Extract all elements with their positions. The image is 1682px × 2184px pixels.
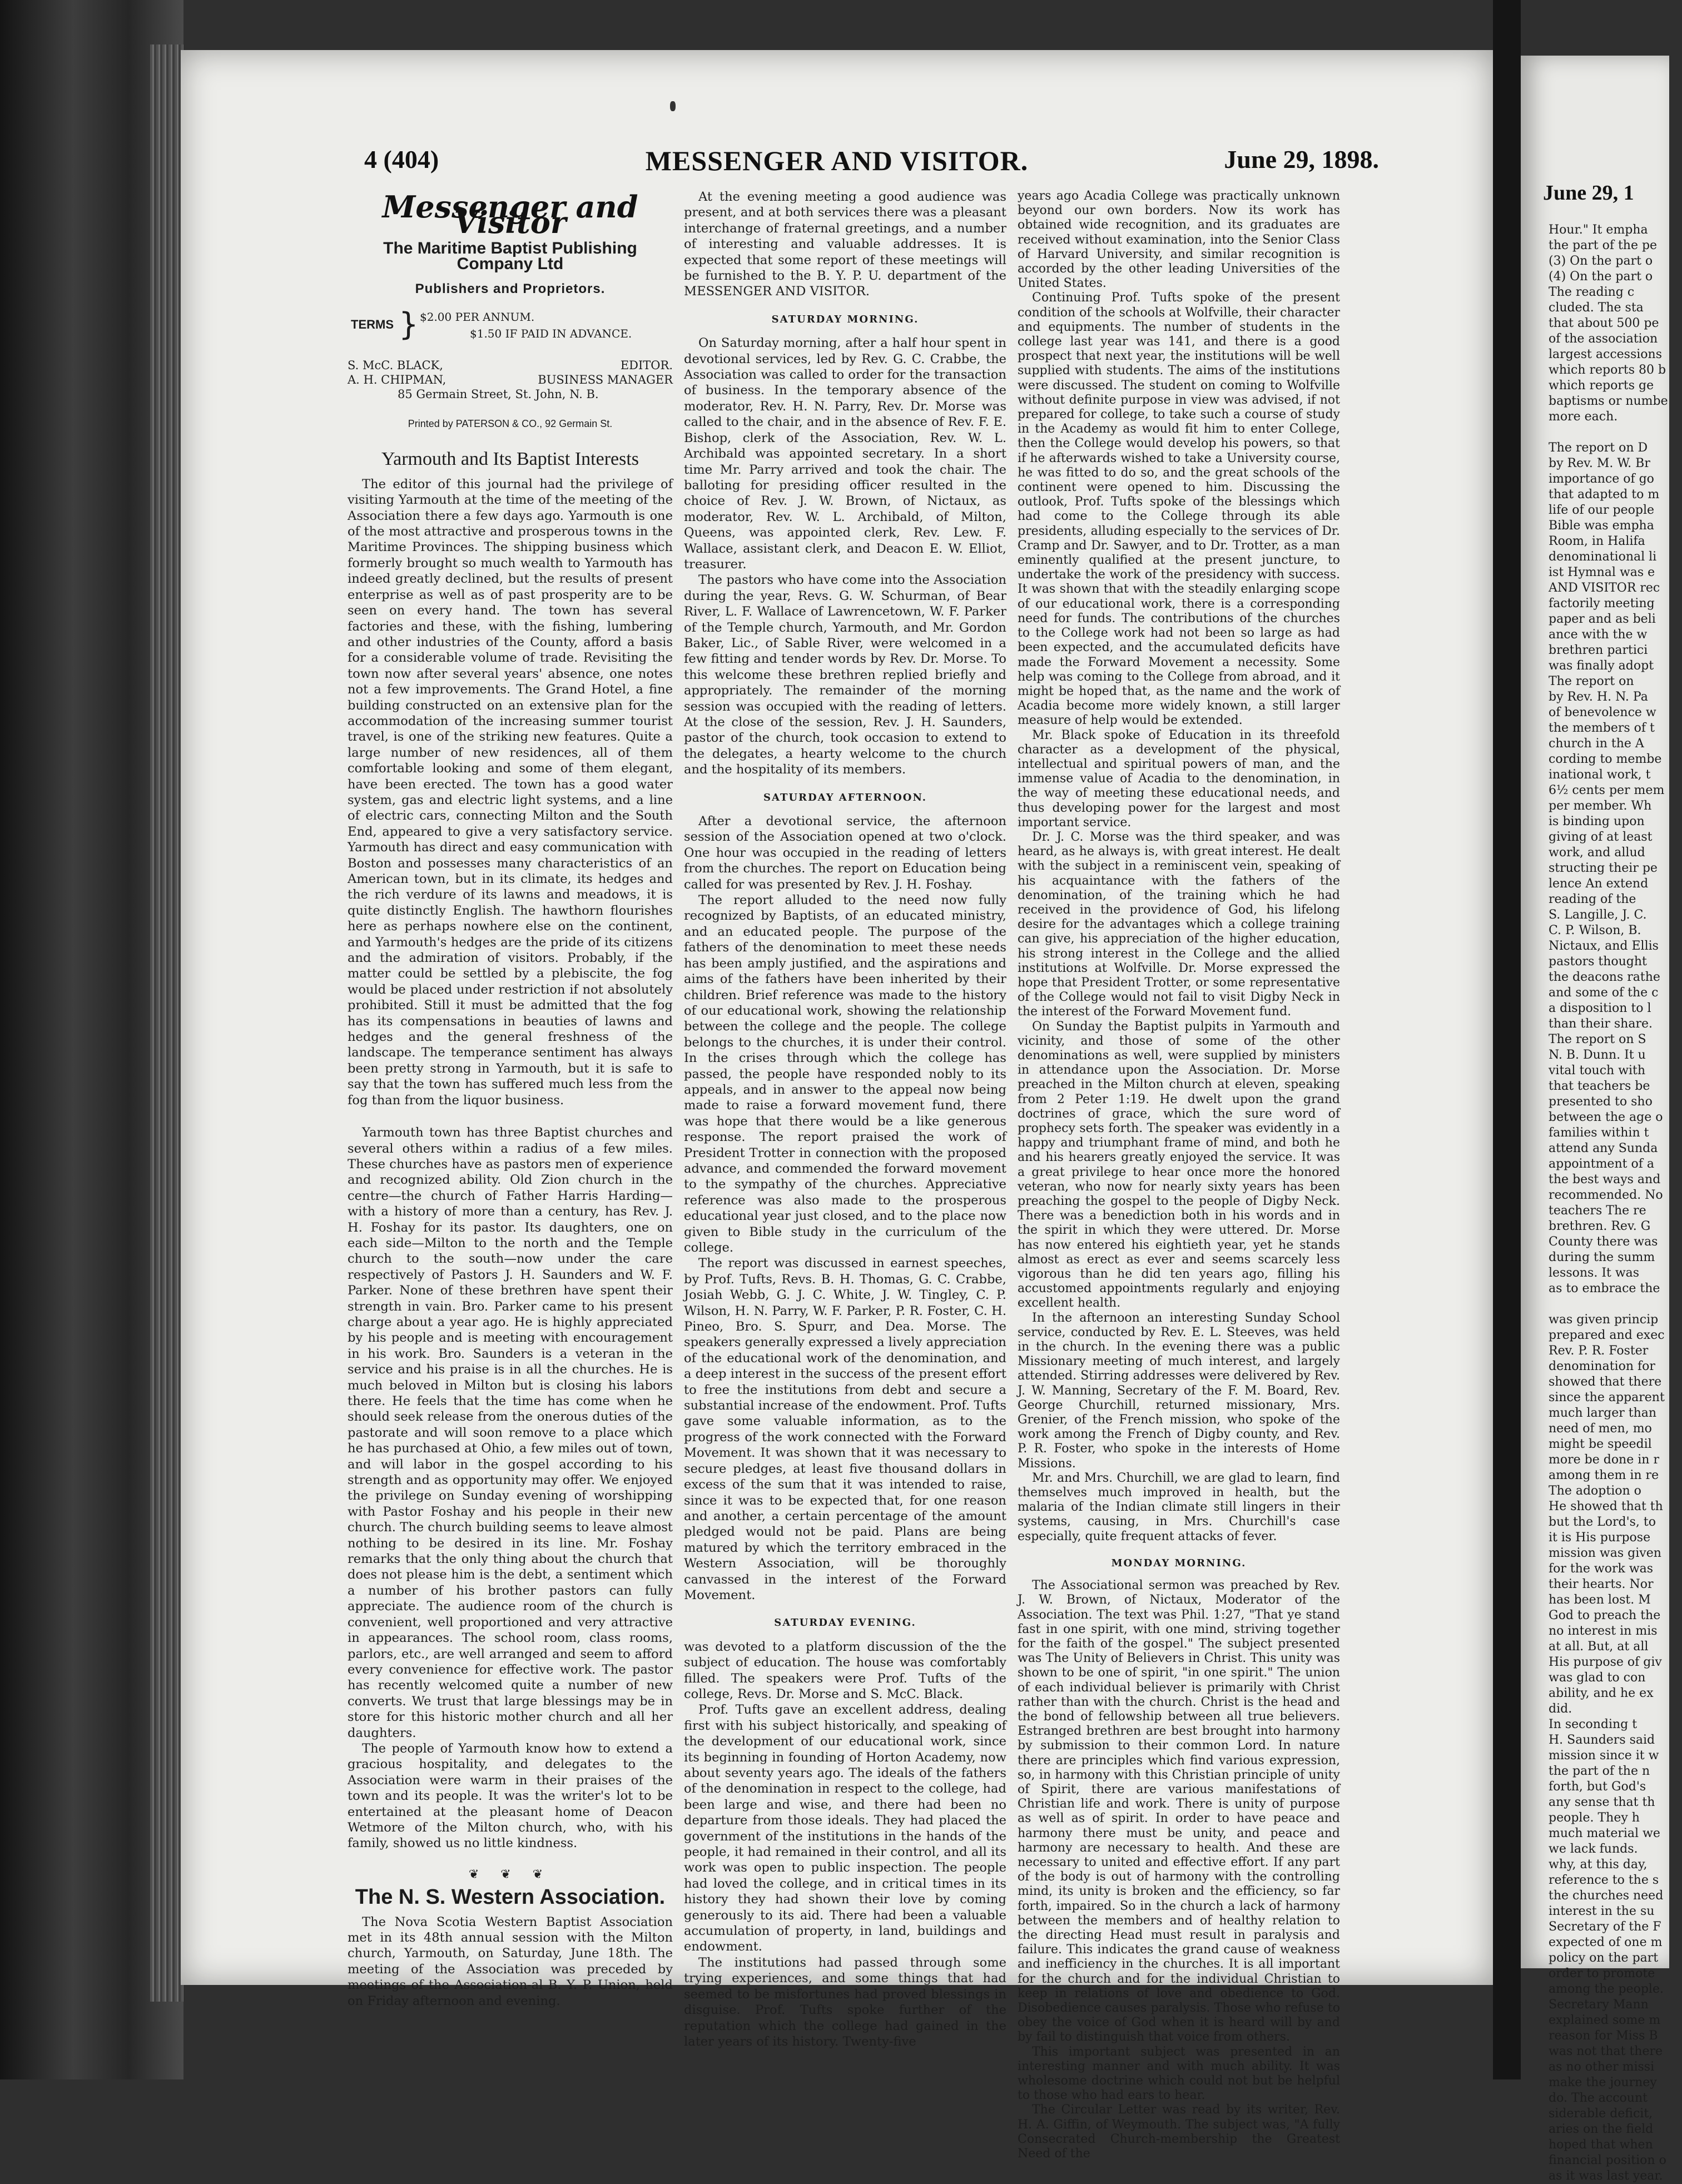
- article-title: Yarmouth and Its Baptist Interests: [381, 449, 639, 470]
- adjacent-page-line: was given princip: [1549, 1313, 1659, 1327]
- adjacent-page-line: mission since it w: [1549, 1749, 1659, 1763]
- staff-list: [348, 358, 673, 401]
- adjacent-page-line: largest accessions: [1549, 348, 1662, 361]
- section-heading: SATURDAY EVENING.: [774, 1617, 916, 1629]
- adjacent-page-line: during the summ: [1549, 1250, 1655, 1264]
- adjacent-page-line: baptisms or numbe: [1549, 394, 1668, 408]
- article-paragraph: The report alluded to the need now fully recognized by Baptists, of an educated ministry, and an educated people. The purpose of the fathers of the denomination to meet these needs has been amply justified, and the aspirations and aims of the fathers have been inherited by their children. Brief reference was made to the history of our educational work, showing the relationship between the college and the people. The college belongs to the churches, it is under their control. In the crises through which the college has passed, the people have responded nobly to its appeals, and in answer to the appeal now being made to raise a forward movement fund, there was hope that there would be a like generous response. The report praised the work of President Trotter in connection with the proposed advance, and commended the forward movement to the sympathy of the churches. Appreciative reference was also made to the prosperous educational year just closed, and to the place now given to Bible study in the curriculum of the college.: [684, 893, 1006, 1255]
- ink-speck: [670, 101, 676, 111]
- adjacent-page-line: between the age o: [1549, 1110, 1663, 1124]
- adjacent-page-line: life of our people: [1549, 503, 1655, 517]
- adjacent-page-line: Secretary of the F: [1549, 1920, 1661, 1934]
- adjacent-page-line: did.: [1549, 1702, 1572, 1716]
- adjacent-page-line: His purpose of giv: [1549, 1655, 1662, 1669]
- article-paragraph: was devoted to a platform discussion of the the subject of education. The house was comfortably filled. The speakers were Prof. Tufts of the college, Revs. Dr. Morse and S. McC. Black.: [684, 1639, 1006, 1701]
- publisher-company: The Maritime Baptist Publishing Company Ltd: [383, 239, 637, 274]
- column-1: [348, 189, 673, 2009]
- adjacent-page-line: AND VISITOR rec: [1549, 581, 1660, 595]
- office-address: 85 Germain Street, St. John, N. B.: [398, 388, 599, 401]
- page-gutter: [1493, 0, 1521, 2079]
- adjacent-page-line: H. Saunders said: [1549, 1733, 1655, 1747]
- publishers-line: Publishers and Proprietors.: [415, 281, 606, 296]
- adjacent-page-line: attend any Sunda: [1549, 1141, 1658, 1155]
- adjacent-page-line: lence An extend: [1549, 877, 1649, 891]
- adjacent-page-line: importance of go: [1549, 472, 1654, 486]
- article-paragraph: Mr. Black spoke of Education in its threefold character as a development of the physical, intellectual and spiritual powers of man, and the immense value of Acadia to the denomination, in the way of meeting these educational needs, and thus developing power for the largest and most important service.: [1018, 728, 1340, 830]
- adjacent-page-line: church in the A: [1549, 737, 1644, 751]
- adjacent-page-line: teachers The re: [1549, 1204, 1646, 1218]
- adjacent-page-line: hoped that when: [1549, 2138, 1653, 2152]
- adjacent-page-line: the members of t: [1549, 721, 1655, 735]
- adjacent-page-line: Room, in Halifa: [1549, 534, 1645, 548]
- section-heading: MONDAY MORNING.: [1111, 1557, 1247, 1569]
- ornament-divider: ❦ ❦ ❦: [468, 1867, 552, 1882]
- adjacent-page-line: has been lost. M: [1549, 1593, 1651, 1607]
- adjacent-page-line: [1537, 1297, 1682, 1312]
- adjacent-page-line: siderable deficit,: [1549, 2107, 1653, 2121]
- adjacent-page-line: no interest in mis: [1549, 1624, 1658, 1638]
- editor-role: EDITOR.: [620, 359, 673, 373]
- adjacent-page-line: denomination for: [1549, 1359, 1655, 1373]
- adjacent-page-line: showed that there: [1549, 1375, 1662, 1389]
- column-2: [684, 189, 1006, 2049]
- adjacent-page-line: any sense that th: [1549, 1795, 1655, 1809]
- adjacent-page-line: more be done in r: [1549, 1453, 1659, 1467]
- section-heading: SATURDAY MORNING.: [771, 313, 919, 325]
- article-paragraph: In the afternoon an interesting Sunday School service, conducted by Rev. E. L. Steeves, was held in the church. In the evening there was a public Missionary meeting of much interest, and largely attended. Stirring addresses were delivered by Rev. J. W. Manning, Secretary of the F. M. Board, Rev. George Churchill, returned missionary, Mrs. Grenier, of the French mission, who spoke of the work among the French of Digby county, and Rev. P. R. Foster, who spoke in the interests of Home Missions.: [1018, 1311, 1340, 1471]
- adjacent-page-line: paper and as beli: [1549, 612, 1656, 626]
- adjacent-page-line: might be speedil: [1549, 1437, 1652, 1451]
- adjacent-page-line: 6½ cents per mem: [1549, 783, 1665, 797]
- adjacent-page-line: that teachers be: [1549, 1079, 1650, 1093]
- adjacent-page-line: [1537, 425, 1682, 440]
- masthead-title: Messenger and Visitor: [382, 189, 638, 241]
- adjacent-page-line: Nictaux, and Ellis: [1549, 939, 1659, 953]
- article-paragraph: Yarmouth town has three Baptist churches and several others within a radius of a few miles. These churches have as pastors men of experience and recognized ability. Old Zion church in the centre—the church of Father Harris Harding—with a history of more than a century, has Rev. J. H. Foshay for its pastor. Its daughters, one on each side—Milton to the north and the Temple church to the south—now under the care respectively of Pastors J. H. Saunders and W. F. Parker. None of these brethren have spent their strength in vain. Bro. Parker came to his present charge about a year ago. He is highly appreciated by his people and is meeting with encouragement in his work. Bro. Saunders is a veteran in the service and his praise is in all the churches. He is much beloved in Milton but is closing his labors there. He feels that the time has come when he should seek release from the onerous duties of the pastorate and will soon remove to a place which he has purchased at Ohio, a few miles out of town, and will labor in the gospel according to his strength and as opportunity may offer. We enjoyed the privilege on Sunday evening of worshipping with Pastor Foshay and his people in their new church. The church building seems to leave almost nothing to be desired in its line. Mr. Foshay remarks that the only thing about the church that does not please him is the debt, a sentiment which a number of his brother pastors can fully appreciate. The audience room of the church is convenient, well proportioned and very attractive in appearances. The school room, class rooms, parlors, etc., are well arranged and seem to afford every convenience for effective work. The pastor has recently welcomed quite a number of new converts. We trust that large blessings may be in store for this historic mother church and all her daughters.: [348, 1125, 673, 1740]
- page-header: [181, 145, 1493, 189]
- adjacent-page-line: it is His purpose: [1549, 1531, 1651, 1545]
- adjacent-page-line: of benevolence w: [1549, 706, 1656, 719]
- adjacent-page-line: Secretary Mann: [1549, 1998, 1649, 2012]
- adjacent-page-line: which reports 80 b: [1549, 363, 1666, 377]
- article-paragraph: The pastors who have come into the Association during the year, Revs. G. W. Schurman, of Bear River, L. F. Wallace of Lawrencetown, W. F. Parker of the Temple church, Yarmouth, and Mr. Gordon Baker, Lic., of Sable River, were welcomed in a few fitting and tender words by Rev. Dr. Morse. To this welcome these brethren replied briefly and appropriately. The remainder of the morning session was occupied with the reading of letters. At the close of the session, Rev. J. H. Saunders, pastor of the church, took occasion to extend to the delegates, a hearty welcome to the church and the hospitality of its members.: [684, 573, 1006, 777]
- adjacent-page-line: by Rev. M. W. Br: [1549, 456, 1650, 470]
- article-paragraph: After a devotional service, the afternoon session of the Association opened at two o'clock. One hour was occupied in the reading of letters from the churches. The report on Education being called for was presented by Rev. J. H. Foshay.: [684, 814, 1006, 892]
- adjacent-page-line: much material we: [1549, 1826, 1660, 1840]
- adjacent-page-line: why, at this day,: [1549, 1858, 1648, 1872]
- newspaper-page: [181, 50, 1493, 2161]
- adjacent-page-line: The reading c: [1549, 285, 1635, 299]
- adjacent-page-line: forth, but God's: [1549, 1780, 1646, 1794]
- article-paragraph: On Saturday morning, after a half hour spent in devotional services, led by Rev. G. C. Crabbe, the Association was called to order for the transaction of business. In the temporary absence of the moderator, Rev. H. N. Parry, Rev. Dr. Morse was called to the chair, and in the absence of Rev. F. E. Bishop, clerk of the Association, Rev. W. L. Archibald was appointed secretary. In a short time Mr. Parry arrived and took the chair. The balloting for presiding officer resulted in the choice of Rev. J. W. Brown, of Nictaux, as moderator, Rev. W. L. Archibald, of Milton, Queens, was appointed clerk, Rev. Lew. F. Wallace, assistant clerk, and Deacon E. W. Elliot, treasurer.: [684, 336, 1006, 572]
- adjacent-page-line: was finally adopt: [1549, 659, 1654, 673]
- adjacent-page-line: recommended. No: [1549, 1188, 1663, 1202]
- issue-date: June 29, 1898.: [1224, 145, 1379, 173]
- adjacent-page-line: the part of the n: [1549, 1764, 1650, 1778]
- brace-glyph: }: [399, 306, 419, 343]
- adjacent-page-line: cording to membe: [1549, 752, 1662, 766]
- adjacent-page-line: S. Langille, J. C.: [1549, 908, 1647, 922]
- article-paragraph: This important subject was presented in an interesting manner and with much ability. It was wholesome doctrine which could not but be helpful to those who had ears to hear.: [1018, 2044, 1340, 2103]
- adjacent-page-line: The report on D: [1549, 441, 1648, 455]
- adjacent-page-line: He showed that th: [1549, 1500, 1663, 1513]
- adjacent-page-line: God to preach the: [1549, 1609, 1661, 1622]
- adjacent-page-line: giving of at least: [1549, 830, 1653, 844]
- manager-role: BUSINESS MANAGER: [538, 373, 673, 387]
- adjacent-page-line: County there was: [1549, 1235, 1658, 1249]
- adjacent-page-header: June 29, 1: [1543, 181, 1634, 205]
- adjacent-page-line: ance with the w: [1549, 628, 1648, 642]
- adjacent-page-line: but the Lord's, to: [1549, 1515, 1656, 1529]
- adjacent-page-line: the part of the pe: [1549, 239, 1658, 252]
- adjacent-page-line: among them in re: [1549, 1468, 1659, 1482]
- adjacent-page-line: was not that there: [1549, 2044, 1663, 2058]
- adjacent-page-line: The report on: [1549, 674, 1634, 688]
- adjacent-page-line: explained some m: [1549, 2013, 1661, 2027]
- price-annum: $2.00 PER ANNUM.: [420, 310, 535, 324]
- adjacent-page-line: C. P. Wilson, B.: [1549, 924, 1641, 937]
- adjacent-page-line: The adoption o: [1549, 1484, 1641, 1498]
- adjacent-page-line: we lack funds.: [1549, 1842, 1638, 1856]
- adjacent-page-line: the best ways and: [1549, 1173, 1661, 1187]
- adjacent-page-line: prepared and exec: [1549, 1328, 1665, 1342]
- printer-line: Printed by PATERSON & CO., 92 Germain St.: [408, 418, 613, 430]
- article-paragraph: Dr. J. C. Morse was the third speaker, and was heard, as he always is, with great interest. He dealt with the subject in a reminiscent vein, speaking of his acquaintance with the fathers of the denomination, of the training which he had received in the providence of God, his lifelong desire for the advantages which a college training can give, his appreciation of the higher education, his strong interest in the College and the allied institutions at Wolfville. Dr. Morse expressed the hope that President Trotter, or some representative of the College would not fail to visit Digby Neck in the interest of the Forward Movement fund.: [1018, 830, 1340, 1019]
- adjacent-page-column: [1537, 222, 1682, 2184]
- adjacent-page-line: inational work, t: [1549, 768, 1651, 782]
- adjacent-page-line: presented to sho: [1549, 1095, 1653, 1109]
- adjacent-page-line: their hearts. Nor: [1549, 1577, 1654, 1591]
- adjacent-page-line: as no other missi: [1549, 2060, 1655, 2074]
- adjacent-page-line: and some of the c: [1549, 986, 1659, 1000]
- adjacent-page-line: as it was last year.: [1549, 2169, 1663, 2183]
- adjacent-page-line: since the apparent: [1549, 1391, 1665, 1404]
- column-3: [1018, 189, 1340, 2161]
- manager-name: A. H. CHIPMAN,: [348, 373, 446, 387]
- adjacent-page-line: factorily meeting: [1549, 597, 1655, 610]
- adjacent-page-line: aries on the field: [1549, 2122, 1654, 2136]
- adjacent-page-line: Hour." It empha: [1549, 223, 1648, 237]
- article-paragraph: The institutions had passed through some trying experiences, and some things that had seemed to be misfortunes had proved blessings in disguise. Prof. Tufts spoke further of the reputation which the college had gained in the later years of its history. Twenty-five: [684, 1955, 1006, 2049]
- adjacent-page-line: financial position o: [1549, 2153, 1666, 2167]
- page-number: 4 (404): [364, 145, 439, 173]
- adjacent-page-line: which reports ge: [1549, 379, 1654, 393]
- adjacent-page-line: reference to the s: [1549, 1873, 1659, 1887]
- adjacent-page-line: at all. But, at all: [1549, 1640, 1649, 1654]
- manager-row: [348, 373, 673, 387]
- adjacent-page-line: reading of the: [1549, 892, 1636, 906]
- article-paragraph: Prof. Tufts gave an excellent address, dealing first with his subject historically, and speaking of the development of our educational work, since its beginning in founding of Horton Academy, now about seventy years ago. The ideals of the fathers of the denomination in respect to the college, had been large and wise, and there had been no departure from those ideals. They had placed the government of the institutions in the hands of the people, it had remained in their control, and all its work was open to public inspection. The people had loved the college, and in critical times in its history they had shown their love by coming generously to its aid. There had been a valuable accumulation of property, in land, buildings and endowment.: [684, 1702, 1006, 1954]
- adjacent-page-line: lessons. It was: [1549, 1266, 1640, 1280]
- running-title: MESSENGER AND VISITOR.: [645, 145, 1029, 176]
- adjacent-page-line: (4) On the part o: [1549, 270, 1653, 284]
- adjacent-page-line: the deacons rathe: [1549, 970, 1660, 984]
- adjacent-page-line: In seconding t: [1549, 1718, 1638, 1731]
- adjacent-page-line: the churches need: [1549, 1889, 1664, 1903]
- adjacent-page-line: policy on the part: [1549, 1951, 1659, 1965]
- adjacent-page-line: ability, and he ex: [1549, 1686, 1654, 1700]
- adjacent-page-line: The report on S: [1549, 1033, 1646, 1046]
- adjacent-page-line: that about 500 pe: [1549, 316, 1659, 330]
- terms-label: TERMS: [351, 317, 394, 332]
- adjacent-page: [1521, 56, 1669, 2183]
- adjacent-page-line: vital touch with: [1549, 1064, 1646, 1078]
- article-paragraph: At the evening meeting a good audience was present, and at both services there was a pleasant interchange of fraternal greetings, and a number of interesting and valuable addresses. It is expected that some report of these meetings will be furnished to the B. Y. P. U. department of the MESSENGER AND VISITOR.: [684, 190, 1006, 299]
- article-paragraph: On Sunday the Baptist pulpits in Yarmouth and vicinity, and those of some of the other denominations as well, were supplied by ministers in attendance upon the Association. Dr. Morse preached in the Milton church at eleven, speaking from 2 Peter 1:19. He dwelt upon the grand doctrines of grace, which the sure word of prophecy sets forth. The speaker was evidently in a happy and triumphant frame of mind, and both he and his hearers greatly enjoyed the service. It was a great privilege to hear once more the honored veteran, who now for nearly sixty years has been preaching the gospel to the people of Digby Neck. There was a benediction both in his words and in the spirit in which they were uttered. Dr. Morse has now entered his eightieth year, yet he stands almost as erect as ever and seems scarcely less vigorous than he did ten years ago, filling his accustomed appointments regularly and enjoying excellent health.: [1018, 1019, 1340, 1311]
- adjacent-page-line: brethren partici: [1549, 643, 1648, 657]
- adjacent-page-line: expected of one m: [1549, 1935, 1663, 1949]
- article-paragraph: Continuing Prof. Tufts spoke of the present condition of the schools at Wolfville, their character and equipments. The number of students in the college last year was 141, and there is a good prospect that next year, the institutions will be well supplied with students. The aims of the institutions were discussed. The student on coming to Wolfville without definite purpose in view was advised, if not prepared for college, to take such a course of study in the Academy as would fit him to enter College, then the College would develop his powers, so that if he afterwards wished to take a University course, he was fitted to do so, and the great schools of the continent were opened to him. Discussing the outlook, Prof. Tufts spoke of the blessings which had come to the College through its able presidents, alluding especially to the services of Dr. Cramp and Dr. Sawyer, and to Dr. Trotter, as a man eminently qualified at the present juncture, to undertake the work of the presidency with success. It was shown that with the steadily enlarging scope of our educational work, there is a corresponding need for funds. The contributions of the churches to the College work had not been so large as had been expected, and the accumulated deficits have made the Forward Movement a necessity. Some help was coming to the College from abroad, and it might be hoped that, as the name and the work of Acadia become more widely known, a still larger measure of help would be extended.: [1018, 291, 1340, 728]
- editor-row: [348, 358, 673, 373]
- adjacent-page-line: a disposition to l: [1549, 1001, 1651, 1015]
- adjacent-page-line: appointment of a: [1549, 1157, 1654, 1171]
- adjacent-page-line: reason for Miss B: [1549, 2029, 1658, 2043]
- adjacent-page-line: per member. Wh: [1549, 799, 1652, 813]
- adjacent-page-line: (3) On the part o: [1549, 254, 1653, 268]
- adjacent-page-line: Bible was empha: [1549, 519, 1654, 533]
- adjacent-page-line: do. The account: [1549, 2091, 1648, 2105]
- article-paragraph: The people of Yarmouth know how to extend a gracious hospitality, and delegates to the Association were warm in their praises of the town and its people. It was the writer's lot to be entertained at the pleasant home of Deacon Wetmore of the Milton church, who, with his family, showed us no little kindness.: [348, 1741, 673, 1851]
- adjacent-page-line: Rev. P. R. Foster: [1549, 1344, 1649, 1358]
- adjacent-page-line: than their share.: [1549, 1017, 1653, 1031]
- adjacent-page-line: for the work was: [1549, 1562, 1654, 1576]
- section-heading: SATURDAY AFTERNOON.: [763, 791, 927, 803]
- article-paragraph: The report was discussed in earnest speeches, by Prof. Tufts, Revs. B. H. Thomas, G. C. Crabbe, Josiah Webb, G. J. C. White, J. W. Tingley, C. P. Wilson, H. N. Parry, W. F. Parker, P. R. Foster, C. H. Pineo, Bro. S. Spurr, and Dea. Morse. The speakers generally expressed a lively appreciation of the educational work of the denomination, and a deep interest in the success of the present effort to free the institutions from debt and secure a substantial increase of the endowment. Prof. Tufts gave some valuable information, as to the progress of the work connected with the Forward Movement. It was shown that it was necessary to secure pledges, at least five thousand dollars in excess of the sum that it was intended to raise, since it was to be expected that, for one reason and another, a certain percentage of the amount pledged would not be paid. Plans are being matured by which the territory embraced in the Western Association, will be thoroughly canvassed in the interest of the Forward Movement.: [684, 1256, 1006, 1602]
- adjacent-page-line: order to promote: [1549, 1967, 1655, 1981]
- adjacent-page-line: make the journey: [1549, 2076, 1657, 2089]
- adjacent-page-line: denominational li: [1549, 550, 1657, 564]
- adjacent-page-line: work, and allud: [1549, 846, 1645, 860]
- adjacent-page-line: is binding upon: [1549, 815, 1645, 828]
- adjacent-page-line: was glad to con: [1549, 1671, 1646, 1685]
- adjacent-page-line: structing their pe: [1549, 861, 1658, 875]
- adjacent-page-line: pastors thought: [1549, 955, 1647, 969]
- adjacent-page-line: as to embrace the: [1549, 1282, 1660, 1295]
- adjacent-page-line: of the association: [1549, 332, 1658, 346]
- book-spine: [150, 44, 183, 2002]
- adjacent-page-line: among the people.: [1549, 1982, 1664, 1996]
- article-title: The N. S. Western Association.: [355, 1885, 666, 1909]
- adjacent-page-line: much larger than: [1549, 1406, 1657, 1420]
- article-paragraph: Mr. and Mrs. Churchill, we are glad to learn, find themselves much improved in health, but the malaria of the Indian climate still lingers in their systems, causing, in Mrs. Churchill's case especially, quite frequent attacks of fever.: [1018, 1471, 1340, 1543]
- article-paragraph: years ago Acadia College was practically unknown beyond our own borders. Now its work has obtained wide recognition, and its graduates are received without examination, into the Senior Class of Harvard University, and similar recognition is accorded by the other leading Universities of the United States.: [1018, 189, 1340, 291]
- adjacent-page-line: by Rev. H. N. Pa: [1549, 690, 1648, 704]
- adjacent-page-line: that adapted to m: [1549, 488, 1660, 502]
- adjacent-page-line: brethren. Rev. G: [1549, 1219, 1651, 1233]
- article-paragraph: The Associational sermon was preached by Rev. J. W. Brown, of Nictaux, Moderator of the Association. The text was Phil. 1:27, "That ye stand fast in one spirit, with one mind, striving together for the faith of the gospel." The subject presented was The Unity of Believers in Christ. This unity was shown to be one of spirit, "in one spirit." The union of each individual believer is primarily with Christ rather than with the church. Christ is the head and the bond of fellowship between all true believers. Estranged brethren are best brought into harmony by submission to their common Lord. In nature there are principles which find various expression, so, in harmony with this Christian principle of unity of Spirit, there are various manifestations of Christian life and work. There is unity of purpose as well as of spirit. In order to have peace and harmony there must be unity, and peace and harmony are necessary to health. And these are necessary to united and effective effort. If any part of the body is out of harmony with the controlling mind, its unity is broken and the efficiency, so far forth, impaired. So in the church a lack of harmony between the members and of healthy relation to the directing Head must result in paralysis and failure. This indicates the grand cause of weakness and inefficiency in the churches. It is all important for the church and for the individual Christian to keep in relations of love and obedience to God. Disobedience causes paralysis. Those who refuse to obey the voice of God when it is heard will by and by fail to distinguish that voice from others.: [1018, 1579, 1340, 2044]
- article-paragraph: The Nova Scotia Western Baptist Association met in its 48th annual session with the Milton church, Yarmouth, on Saturday, June 18th. The meeting of the Association was preceded by meetings of the Association-al B. Y. P. Union, held on Friday afternoon and evening.: [348, 1914, 673, 2008]
- adjacent-page-line: need of men, mo: [1549, 1422, 1652, 1436]
- adjacent-page-line: families within t: [1549, 1126, 1649, 1140]
- adjacent-page-line: mission was given: [1549, 1546, 1661, 1560]
- adjacent-page-line: interest in the su: [1549, 1904, 1655, 1918]
- article-paragraph: The Circular Letter was read by its writer, Rev. H. A. Giffin, of Weymouth. The subject was, "A fully Consecrated Church-membership the Greatest Need of the: [1018, 2103, 1340, 2161]
- price-advance: $1.50 IF PAID IN ADVANCE.: [470, 327, 632, 341]
- adjacent-page-line: ist Hymnal was e: [1549, 565, 1655, 579]
- article-paragraph: The editor of this journal had the privilege of visiting Yarmouth at the time of the meeting of the Association there a few days ago. Yarmouth is one of the most attractive and prosperous towns in the Maritime Provinces. The shipping business which formerly brought so much wealth to Yarmouth has indeed greatly declined, but the results of present enterprise as well as of past prosperity are to be seen on every hand. The town has several factories and these, with the fishing, lumbering and other industries of the County, afford a basis for a considerable volume of trade. Revisiting the town now after several years' absence, one notes not a few improvements. The Grand Hotel, a fine building constructed on an extensive plan for the accommodation of the increasing summer tourist travel, is one of the striking new features. Quite a large number of new residences, all of them comfortable looking and some of them elegant, have been erected. The town has a good water system, gas and electric light systems, and a line of electric cars, connecting Milton and the South End, appeared to give a very satisfactory service. Yarmouth has direct and easy communication with Boston and possesses many characteristics of an American town, but in its climate, its hedges and the rich verdure of its lawns and meadows, it is quite distinctly English. The hawthorn flourishes here as perhaps nowhere else on the continent, and Yarmouth's hedges are the pride of its citizens and the admiration of visitors. Probably, if the matter could be settled by a plebiscite, the fog would be placed under restriction if not absolutely prohibited. Still it must be admitted that the fog has its compensations in beauties of lawns and hedges and the general freshness of the landscape. The temperance sentiment has always been pretty strong in Yarmouth, but it is safe to say that the town has suffered much less from the fog than from the liquor business.: [348, 476, 673, 1108]
- adjacent-page-line: cluded. The sta: [1549, 301, 1644, 315]
- adjacent-page-line: people. They h: [1549, 1811, 1640, 1825]
- adjacent-page-line: N. B. Dunn. It u: [1549, 1048, 1646, 1062]
- subscription-terms: [348, 306, 673, 346]
- editor-name: S. McC. BLACK,: [348, 359, 443, 373]
- adjacent-page-line: more each.: [1549, 410, 1618, 424]
